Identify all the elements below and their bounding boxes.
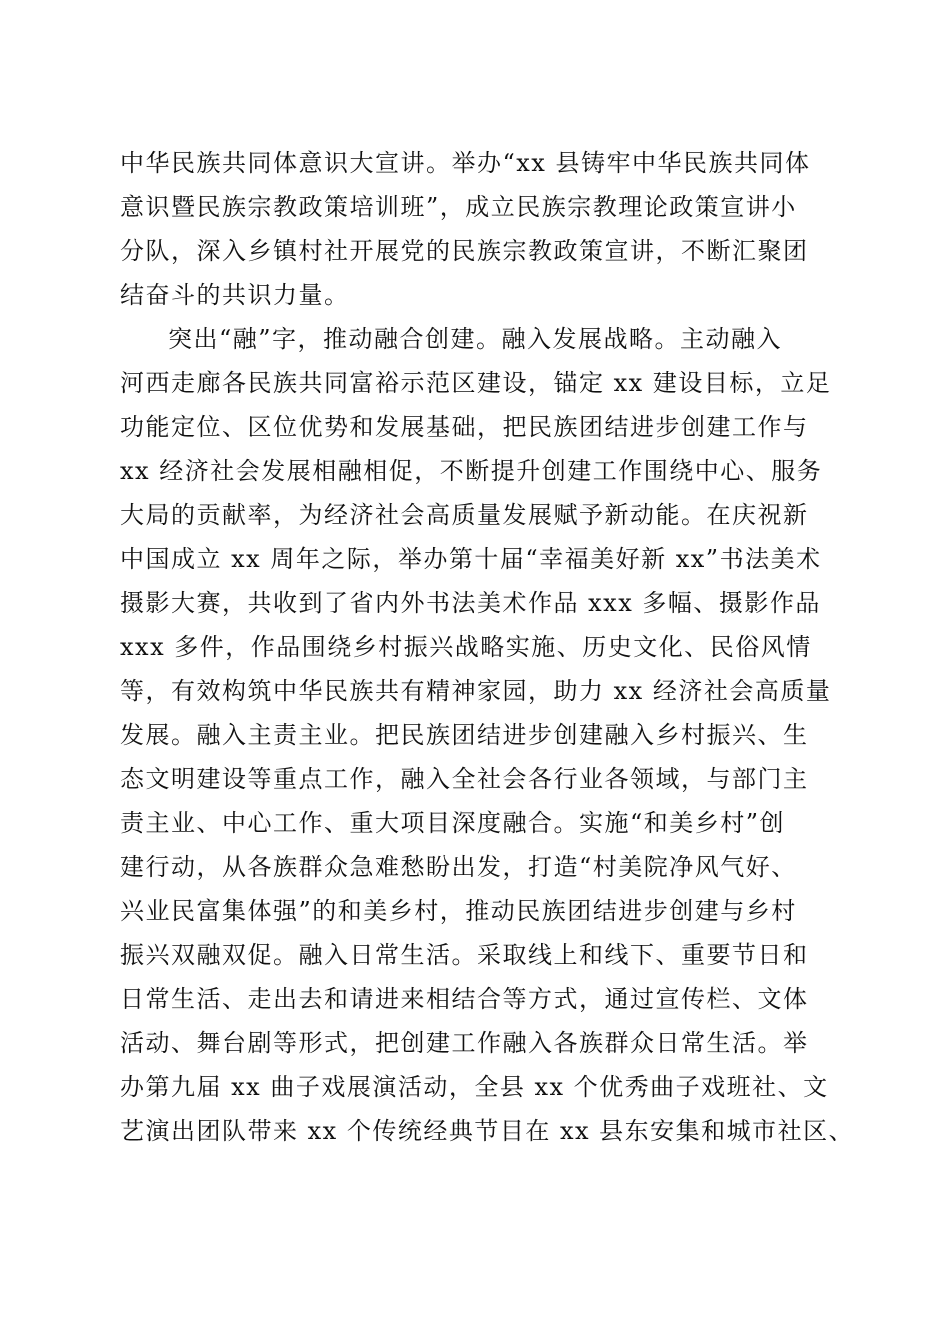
text-line: 河西走廊各民族共同富裕示范区建设，锚定 xx 建设目标，立足 bbox=[120, 369, 832, 397]
text-line: 功能定位、区位优势和发展基础，把民族团结进步创建工作与 bbox=[120, 413, 809, 441]
text-line: 分队，深入乡镇村社开展党的民族宗教政策宣讲，不断汇聚团 bbox=[120, 237, 809, 265]
paragraph-2 bbox=[120, 317, 855, 1153]
text-line: 态文明建设等重点工作，融入全社会各行业各领域，与部门主 bbox=[120, 765, 809, 793]
text-line: 振兴双融双促。融入日常生活。采取线上和线下、重要节日和 bbox=[120, 941, 809, 969]
text-line: 发展。融入主责主业。把民族团结进步创建融入乡村振兴、生 bbox=[120, 721, 809, 749]
text-line: 活动、舞台剧等形式，把创建工作融入各族群众日常生活。举 bbox=[120, 1029, 809, 1057]
text-line: 摄影大赛，共收到了省内外书法美术作品 xxx 多幅、摄影作品 bbox=[120, 589, 821, 617]
text-line: 等，有效构筑中华民族共有精神家园，助力 xx 经济社会高质量 bbox=[120, 677, 832, 705]
text-line: 意识暨民族宗教政策培训班”，成立民族宗教理论政策宣讲小 bbox=[120, 193, 797, 221]
body-text bbox=[120, 141, 855, 1153]
text-line: 责主业、中心工作、重大项目深度融合。实施“和美乡村”创 bbox=[120, 809, 786, 837]
text-line: 建行动，从各族群众急难愁盼出发，打造“村美院净风气好、 bbox=[120, 853, 797, 881]
paragraph-1 bbox=[120, 141, 830, 317]
text-line: 大局的贡献率，为经济社会高质量发展赋予新动能。在庆祝新 bbox=[120, 501, 809, 529]
text-line: 兴业民富集体强”的和美乡村，推动民族团结进步创建与乡村 bbox=[120, 897, 797, 925]
text-line: 艺演出团队带来 xx 个传统经典节目在 xx 县东安集和城市社区、 bbox=[120, 1117, 855, 1145]
text-line: 中华民族共同体意识大宣讲。举办“xx 县铸牢中华民族共同体 bbox=[120, 149, 811, 177]
text-line: 结奋斗的共识力量。 bbox=[120, 281, 350, 309]
text-line: 日常生活、走出去和请进来相结合等方式，通过宣传栏、文体 bbox=[120, 985, 809, 1013]
text-line: xxx 多件，作品围绕乡村振兴战略实施、历史文化、民俗风情 bbox=[120, 633, 812, 661]
text-line: xx 经济社会发展相融相促，不断提升创建工作围绕中心、服务 bbox=[120, 457, 823, 485]
text-line: 办第九届 xx 曲子戏展演活动，全县 xx 个优秀曲子戏班社、文 bbox=[120, 1073, 829, 1101]
text-line: 中国成立 xx 周年之际，举办第十届“幸福美好新 xx”书法美术 bbox=[120, 545, 822, 573]
text-line: 突出“融”字，推动融合创建。融入发展战略。主动融入 bbox=[168, 325, 783, 353]
